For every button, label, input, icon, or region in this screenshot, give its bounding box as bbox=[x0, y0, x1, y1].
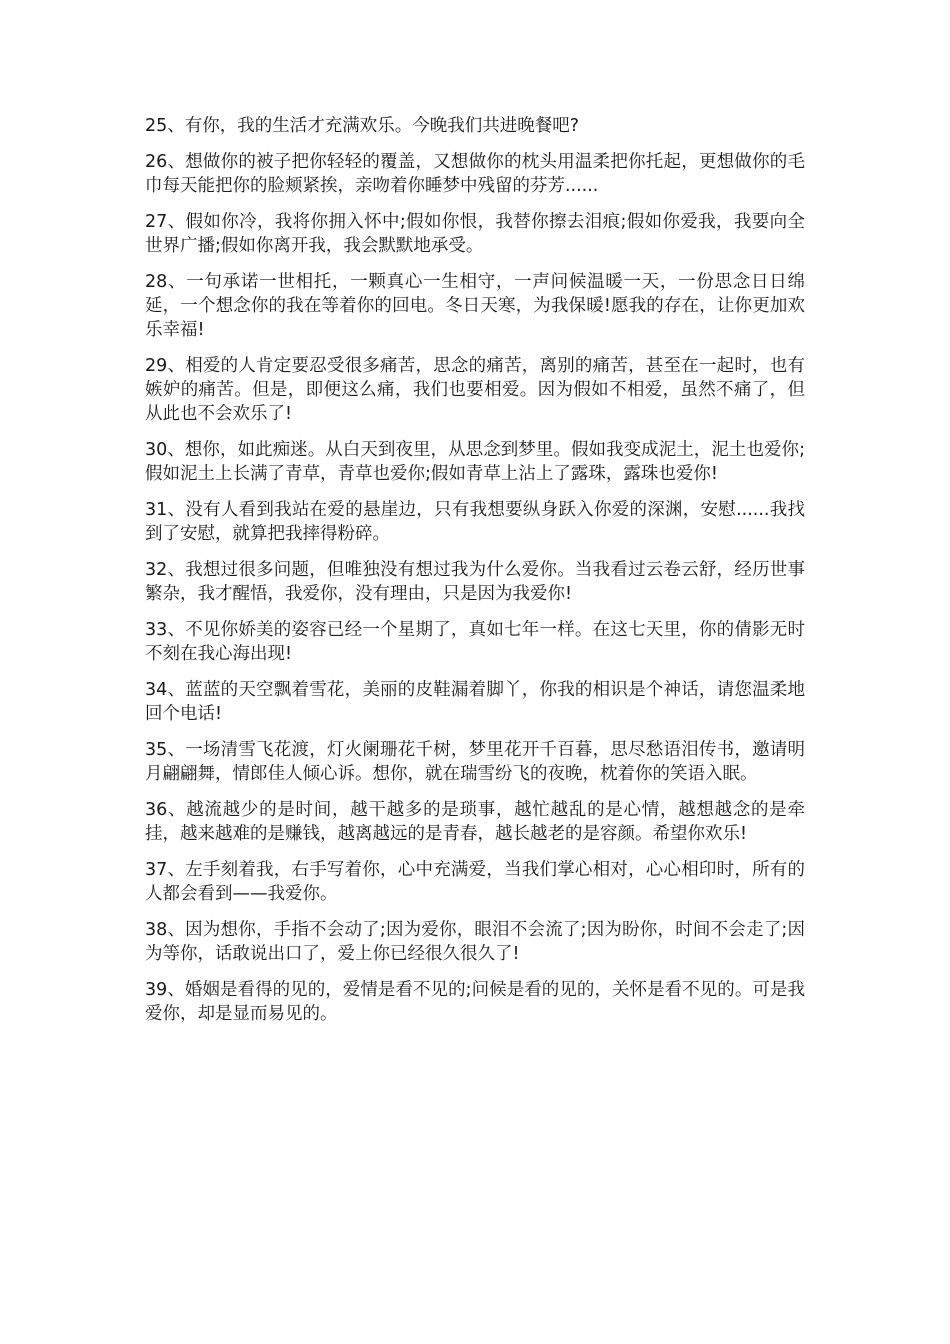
paragraph-30: 30、想你，如此痴迷。从白天到夜里，从思念到梦里。假如我变成泥土，泥土也爱你;假如泥土上长满了青草，青草也爱你;假如青草上沾上了露珠，露珠也爱你! bbox=[145, 440, 805, 484]
document-page bbox=[145, 114, 805, 1038]
paragraph-32: 32、我想过很多问题，但唯独没有想过我为什么爱你。当我看过云卷云舒，经历世事繁杂，我才醒悟，我爱你，没有理由，只是因为我爱你! bbox=[145, 560, 805, 604]
paragraph-39: 39、婚姻是看得的见的，爱情是看不见的;问候是看的见的，关怀是看不见的。可是我爱你，却是显而易见的。 bbox=[145, 980, 805, 1024]
paragraph-25: 25、有你，我的生活才充满欢乐。今晚我们共进晚餐吧? bbox=[145, 116, 580, 136]
paragraph-27: 27、假如你冷，我将你拥入怀中;假如你恨，我替你擦去泪痕;假如你爱我，我要向全世界广播;假如你离开我，我会默默地承受。 bbox=[145, 212, 805, 256]
paragraph-28: 28、一句承诺一世相托，一颗真心一生相守，一声问候温暖一天，一份思念日日绵延，一个想念你的我在等着你的回电。冬日天寒，为我保暖!愿我的存在，让你更加欢乐幸福! bbox=[145, 272, 805, 340]
paragraph-33: 33、不见你娇美的姿容已经一个星期了，真如七年一样。在这七天里，你的倩影无时不刻在我心海出现! bbox=[145, 620, 805, 664]
paragraph-35: 35、一场清雪飞花渡，灯火阑珊花千树，梦里花开千百暮，思尽愁语泪传书，邀请明月翩翩舞，情郎佳人倾心诉。想你，就在瑞雪纷飞的夜晚，枕着你的笑语入眠。 bbox=[145, 740, 805, 784]
paragraph-26: 26、想做你的被子把你轻轻的覆盖，又想做你的枕头用温柔把你托起，更想做你的毛巾每天能把你的脸颊紧挨，亲吻着你睡梦中残留的芬芳...... bbox=[145, 152, 805, 196]
paragraph-36: 36、越流越少的是时间，越干越多的是琐事，越忙越乱的是心情，越想越念的是牵挂，越来越难的是赚钱，越离越远的是青春，越长越老的是容颜。希望你欢乐! bbox=[145, 800, 805, 844]
paragraph-37: 37、左手刻着我，右手写着你，心中充满爱，当我们掌心相对，心心相印时，所有的人都会看到——我爱你。 bbox=[145, 860, 805, 904]
paragraph-38: 38、因为想你，手指不会动了;因为爱你，眼泪不会流了;因为盼你，时间不会走了;因为等你，话敢说出口了，爱上你已经很久很久了! bbox=[145, 920, 805, 964]
paragraph-31: 31、没有人看到我站在爱的悬崖边，只有我想要纵身跃入你爱的深渊，安慰......我找到了安慰，就算把我摔得粉碎。 bbox=[145, 500, 805, 544]
paragraph-34: 34、蓝蓝的天空飘着雪花，美丽的皮鞋漏着脚丫，你我的相识是个神话，请您温柔地回个电话! bbox=[145, 680, 805, 724]
paragraph-29: 29、相爱的人肯定要忍受很多痛苦，思念的痛苦，离别的痛苦，甚至在一起时，也有嫉妒的痛苦。但是，即便这么痛，我们也要相爱。因为假如不相爱，虽然不痛了，但从此也不会欢乐了! bbox=[145, 356, 805, 424]
